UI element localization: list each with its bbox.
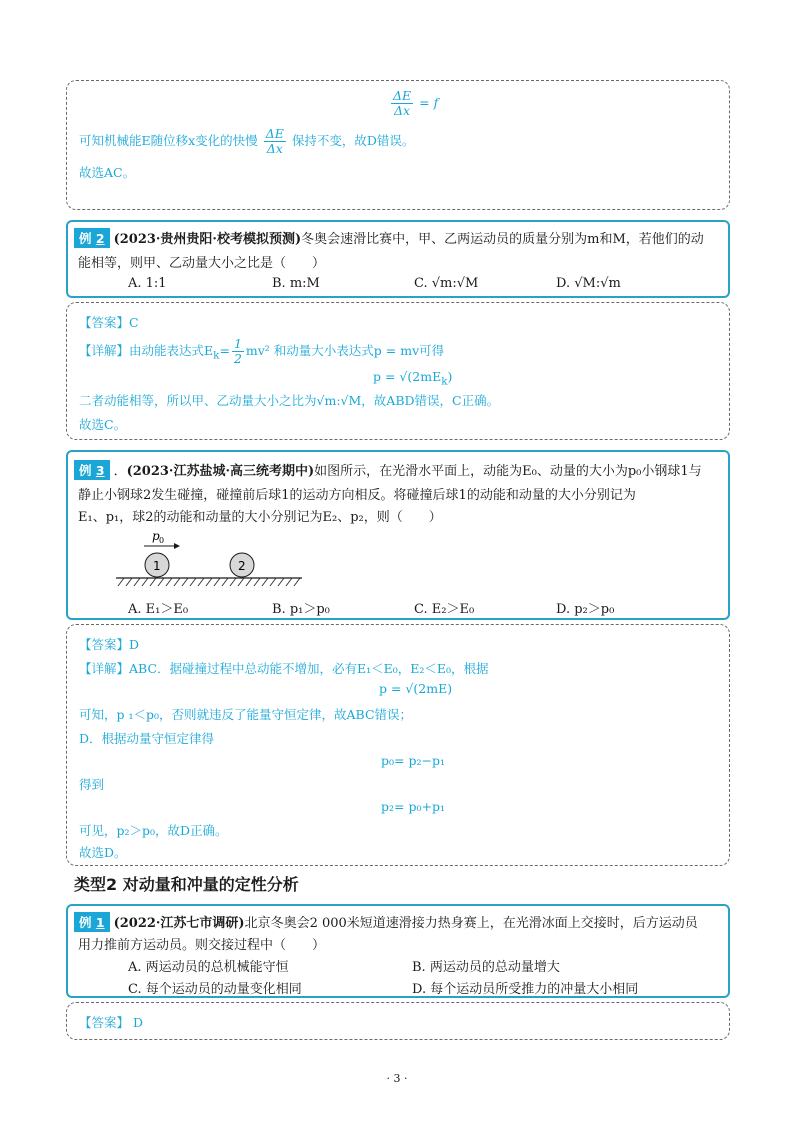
example-1-answer: [66, 1002, 730, 1040]
section-heading: 类型2 对动量和冲量的定性分析: [74, 875, 299, 894]
option-c[interactable]: C. 每个运动员的动量变化相同: [128, 982, 302, 997]
formula-momentum-1: p₀= p₂−p₁: [381, 753, 445, 768]
formula-momentum-2: p₂= p₀+p₁: [381, 799, 445, 814]
detail-line-2: 可知，p ₁＜p₀，否则就违反了能量守恒定律，故ABC错误；: [79, 707, 413, 722]
option-a[interactable]: A. 两运动员的总机械能守恒: [128, 960, 289, 975]
question-text-2: 静止小钢球2发生碰撞，碰撞前后球1的运动方向相反。将碰撞后球1的动能和动量的大小分别记为: [78, 488, 636, 503]
detail-line-1: 【详解】ABC．据碰撞过程中总动能不增加，必有E₁＜E₀，E₂＜E₀，根据: [79, 661, 489, 676]
ground-hatching: [118, 578, 300, 586]
example-label: 例 1: [74, 912, 110, 932]
option-a[interactable]: A. 1:1: [128, 276, 167, 291]
svg-text:0: 0: [159, 536, 165, 545]
option-d[interactable]: D. 每个运动员所受推力的冲量大小相同: [412, 982, 639, 997]
question-text: 例 2 (2023·贵州贵阳·校考模拟预测)冬奥会速滑比赛中，甲、乙两运动员的质量分别为m和M，若他们的动: [74, 228, 704, 248]
option-d[interactable]: D. √M:√m: [556, 276, 621, 291]
answer-box-continued: [66, 80, 730, 210]
detail-line: 【详解】由动能表达式$E_k=$ $\frac{1}{2}$ mv² 和动量大小表达式p = mv可得: [79, 336, 445, 366]
momentum-p0-label: p: [152, 529, 160, 543]
option-d[interactable]: D. p₂＞p₀: [556, 602, 615, 617]
answer-conclusion: 故选C。: [79, 417, 127, 432]
arrow-head-icon: [174, 543, 180, 549]
answer-line: 可知机械能E随位移x变化的快慢 $\frac{\Delta E}{\Delta x}$ 保持不变，故D错误。: [79, 126, 415, 156]
collision-figure: [112, 526, 312, 590]
ball-1-label: 1: [153, 559, 161, 573]
option-b[interactable]: B. p₁＞p₀: [272, 602, 330, 617]
option-b[interactable]: B. m:M: [272, 276, 320, 291]
option-b[interactable]: B. 两运动员的总动量增大: [412, 960, 560, 975]
detail-line-3: D．根据动量守恒定律得: [79, 731, 215, 746]
option-c[interactable]: C. E₂＞E₀: [414, 602, 475, 617]
example-2-question: [66, 220, 730, 298]
example-1-question: [66, 904, 730, 998]
example-label: 例 2: [74, 228, 110, 248]
formula-p: $p = √(2mE_k)$: [373, 369, 453, 388]
answer-conclusion: 故选D。: [79, 845, 127, 860]
question-text: 例 3 ．(2023·江苏盐城·高三统考期中)如图所示，在光滑水平面上，动能为E₀、动量的大小为p₀小钢球1与: [74, 460, 702, 480]
question-text-2: 用力推前方运动员。则交接过程中（ ）: [78, 938, 326, 953]
answer-label: 【答案】C: [79, 315, 139, 330]
answer-label: 【答案】D: [79, 637, 140, 652]
ball-2-label: 2: [238, 559, 246, 573]
page-number: · 3 ·: [386, 1072, 408, 1085]
example-label: 例 3: [74, 460, 110, 480]
example-3-question: [66, 450, 730, 620]
question-text: 例 1 (2022·江苏七市调研)北京冬奥会2 000米短道速滑接力热身赛上，在光滑冰面上交接时，后方运动员: [74, 912, 698, 932]
answer-label: 【答案】 D: [79, 1015, 143, 1030]
question-text-3: E₁、p₁，球2的动能和动量的大小分别记为E₂、p₂，则（ ）: [78, 510, 442, 525]
detail-line-5: 可见，p₂＞p₀，故D正确。: [79, 823, 228, 838]
question-text-2: 能相等，则甲、乙动量大小之比是（ ）: [78, 256, 326, 271]
formula-p: p = √(2mE): [379, 681, 453, 696]
detail-line-3: 二者动能相等，所以甲、乙动量大小之比为√m:√M，故ABD错误，C正确。: [79, 393, 500, 408]
example-2-answer: [66, 302, 730, 440]
answer-conclusion: 故选AC。: [79, 165, 136, 180]
option-a[interactable]: A. E₁＞E₀: [128, 602, 189, 617]
detail-line-4: 得到: [79, 777, 105, 792]
example-3-answer: [66, 624, 730, 866]
formula-de-dx: $\frac{\Delta E}{\Delta x}$ = f: [393, 88, 439, 118]
option-c[interactable]: C. √m:√M: [414, 276, 479, 291]
